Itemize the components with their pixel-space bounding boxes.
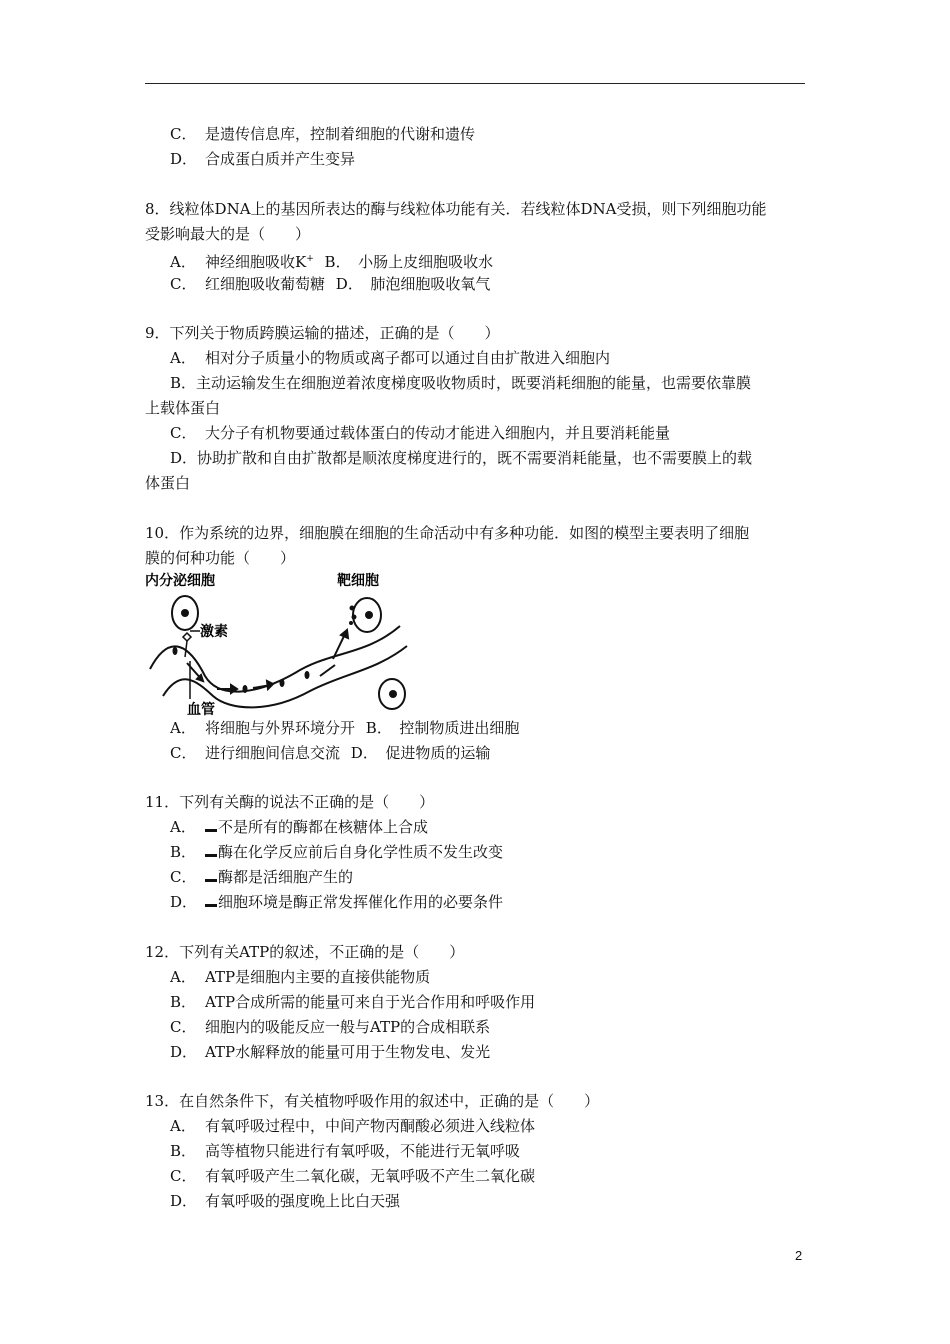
q8-options-ab [145,247,810,272]
q9-option-a[interactable]: A． 相对分子质量小的物质或离子都可以通过自由扩散进入细胞内 [170,349,611,367]
q8-option-d[interactable]: D． 肺泡细胞吸收氧气 [335,274,491,293]
q9-option-d-line1[interactable]: D．协助扩散和自由扩散都是顺浓度梯度进行的，既不需要消耗能量，也不需要膜上的载 [170,449,753,467]
q8-options-cd [145,272,810,297]
q8-stem-line1: 8．线粒体DNA上的基因所表达的酶与线粒体功能有关．若线粒体DNA受损，则下列细胞功能 [145,199,767,218]
q10-options-ab [145,716,810,741]
q9-option-d-line2: 体蛋白 [145,474,191,492]
label-hormone: 激素 [200,623,228,640]
q10-option-a[interactable]: A． 将细胞与外界环境分开 [170,718,356,737]
header-rule [145,83,805,84]
q11-stem: 11．下列有关酶的说法不正确的是（ ） [145,793,435,811]
blank-mark-icon [205,900,217,907]
blank-mark-icon [205,875,217,882]
q7-option-d[interactable]: D． 合成蛋白质并产生变异 [170,150,356,168]
label-blood-vessel: 血管 [187,701,215,716]
q9-option-b-line1[interactable]: B．主动运输发生在细胞逆着浓度梯度吸收物质时，既要消耗细胞的能量，也需要依靠膜 [170,374,752,392]
q12-option-b[interactable]: B． ATP合成所需的能量可来自于光合作用和呼吸作用 [170,992,536,1011]
q11-option-b[interactable]: B． 酶在化学反应前后自身化学性质不发生改变 [170,843,504,861]
q12-option-d[interactable]: D． ATP水解释放的能量可用于生物发电、发光 [170,1042,491,1061]
q8-option-a[interactable]: A． 神经细胞吸收K+ [170,252,314,271]
blank-mark-icon [205,850,217,857]
q10-option-d[interactable]: D． 促进物质的运输 [350,743,491,762]
page-content [145,122,810,1214]
q7-option-c[interactable]: C． 是遗传信息库，控制着细胞的代谢和遗传 [170,125,476,143]
q12-option-c[interactable]: C． 细胞内的吸能反应一般与ATP的合成相联系 [170,1017,491,1036]
q13-stem: 13．在自然条件下，有关植物呼吸作用的叙述中，正确的是（ ） [145,1092,600,1110]
hormone-signaling-diagram [145,571,415,716]
q10-options-cd [145,741,810,766]
q13-option-a[interactable]: A． 有氧呼吸过程中，中间产物丙酮酸必须进入线粒体 [170,1117,536,1135]
q10-option-b[interactable]: B． 控制物质进出细胞 [365,718,520,737]
page-number: 2 [795,1248,803,1263]
q11-option-c[interactable]: C． 酶都是活细胞产生的 [170,868,354,886]
q8-stem-line2: 受影响最大的是（ ） [145,224,311,243]
label-target-cell: 靶细胞 [337,572,379,589]
vessel-wall-upper [150,626,400,692]
q13-option-b[interactable]: B． 高等植物只能进行有氧呼吸，不能进行无氧呼吸 [170,1142,521,1160]
q11-option-d[interactable]: D． 细胞环境是酶正常发挥催化作用的必要条件 [170,893,504,911]
q10-option-c[interactable]: C． 进行细胞间信息交流 [170,743,341,762]
q10-stem-line2: 膜的何种功能（ ） [145,548,296,567]
q13-option-c[interactable]: C． 有氧呼吸产生二氧化碳，无氧呼吸不产生二氧化碳 [170,1167,536,1185]
q9-stem: 9．下列关于物质跨膜运输的描述，正确的是（ ） [145,324,500,342]
q9-option-b-line2: 上载体蛋白 [145,399,221,417]
blank-mark-icon [205,825,217,832]
q8-option-b[interactable]: B． 小肠上皮细胞吸收水 [324,252,494,271]
hormone-molecule [183,633,191,641]
label-endocrine-cell: 内分泌细胞 [145,572,215,589]
q10-stem-line1: 10．作为系统的边界，细胞膜在细胞的生命活动中有多种功能．如图的模型主要表明了细胞 [145,523,750,542]
q12-stem: 12．下列有关ATP的叙述，不正确的是（ ） [145,942,465,961]
q10-figure-cell-signaling [145,571,415,716]
q13-option-d[interactable]: D． 有氧呼吸的强度晚上比白天强 [170,1192,401,1210]
q12-option-a[interactable]: A． ATP是细胞内主要的直接供能物质 [170,967,431,986]
q11-option-a[interactable]: A． 不是所有的酶都在核糖体上合成 [170,818,429,836]
q8-option-c[interactable]: C． 红细胞吸收葡萄糖 [170,274,326,293]
q9-option-c[interactable]: C． 大分子有机物要通过载体蛋白的传动才能进入细胞内，并且要消耗能量 [170,424,671,442]
